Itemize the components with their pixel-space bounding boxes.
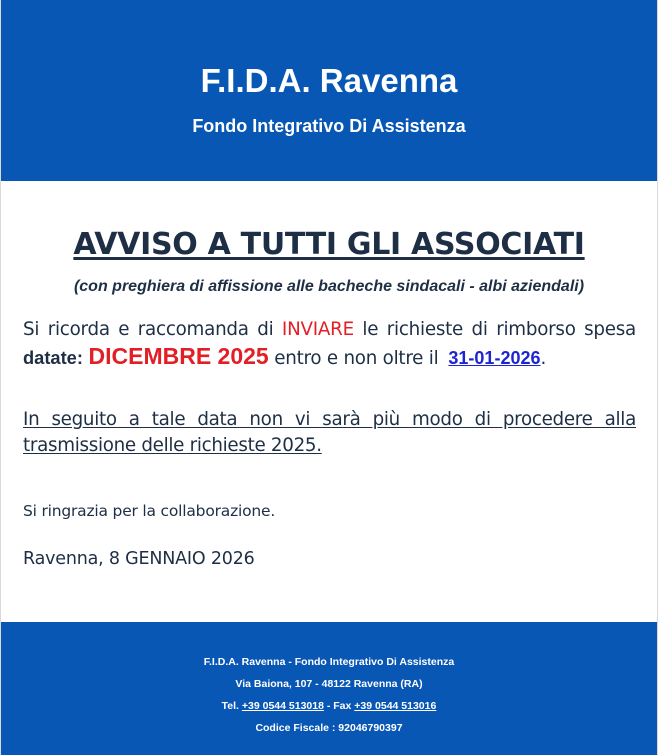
deadline-date: 31-01-2026: [448, 348, 541, 368]
fax-label: - Fax: [323, 700, 355, 712]
body-text-part2: le richieste di rimborso spesa: [353, 319, 636, 340]
header-banner: [1, 0, 657, 181]
footer-banner: [1, 622, 657, 755]
body-text-part3: entro e non oltre il: [268, 348, 439, 369]
organization-title: F.I.D.A. Ravenna: [200, 62, 458, 99]
body-text-part1: Si ricorda e raccomanda di: [23, 319, 282, 340]
fax-link[interactable]: +39 0544 513016: [354, 700, 437, 712]
body-text-part4: .: [540, 348, 547, 369]
organization-subtitle: Fondo Integrativo Di Assistenza: [192, 116, 466, 136]
notice-title: AVVISO A TUTTI GLI ASSOCIATI: [73, 227, 585, 262]
place-date: Ravenna, 8 GENNAIO 2026: [23, 549, 255, 569]
notice-content: [1, 181, 657, 622]
month-highlight: DICEMBRE 2025: [88, 343, 269, 369]
footer-tax-code: Codice Fiscale : 92046790397: [255, 722, 403, 734]
telephone-link[interactable]: +39 0544 513018: [241, 700, 324, 712]
dated-label: datate:: [23, 347, 83, 368]
tel-label: Tel.: [221, 700, 242, 712]
thanks-text: Si ringrazia per la collaborazione.: [23, 502, 276, 520]
footer-organization: F.I.D.A. Ravenna - Fondo Integrativo Di Assistenza: [203, 656, 455, 668]
deadline-warning: In seguito a tale data non vi sarà più modo di procedere alla trasmissione delle richieste 2025.: [23, 409, 636, 456]
footer-contacts: [1, 699, 657, 713]
action-highlight: INVIARE: [281, 319, 354, 340]
footer-address: Via Baiona, 107 - 48122 Ravenna (RA): [235, 678, 423, 690]
notice-body: [23, 317, 636, 372]
notice-subtitle: (con preghiera di affissione alle bacheche sindacali - albi aziendali): [73, 278, 585, 295]
